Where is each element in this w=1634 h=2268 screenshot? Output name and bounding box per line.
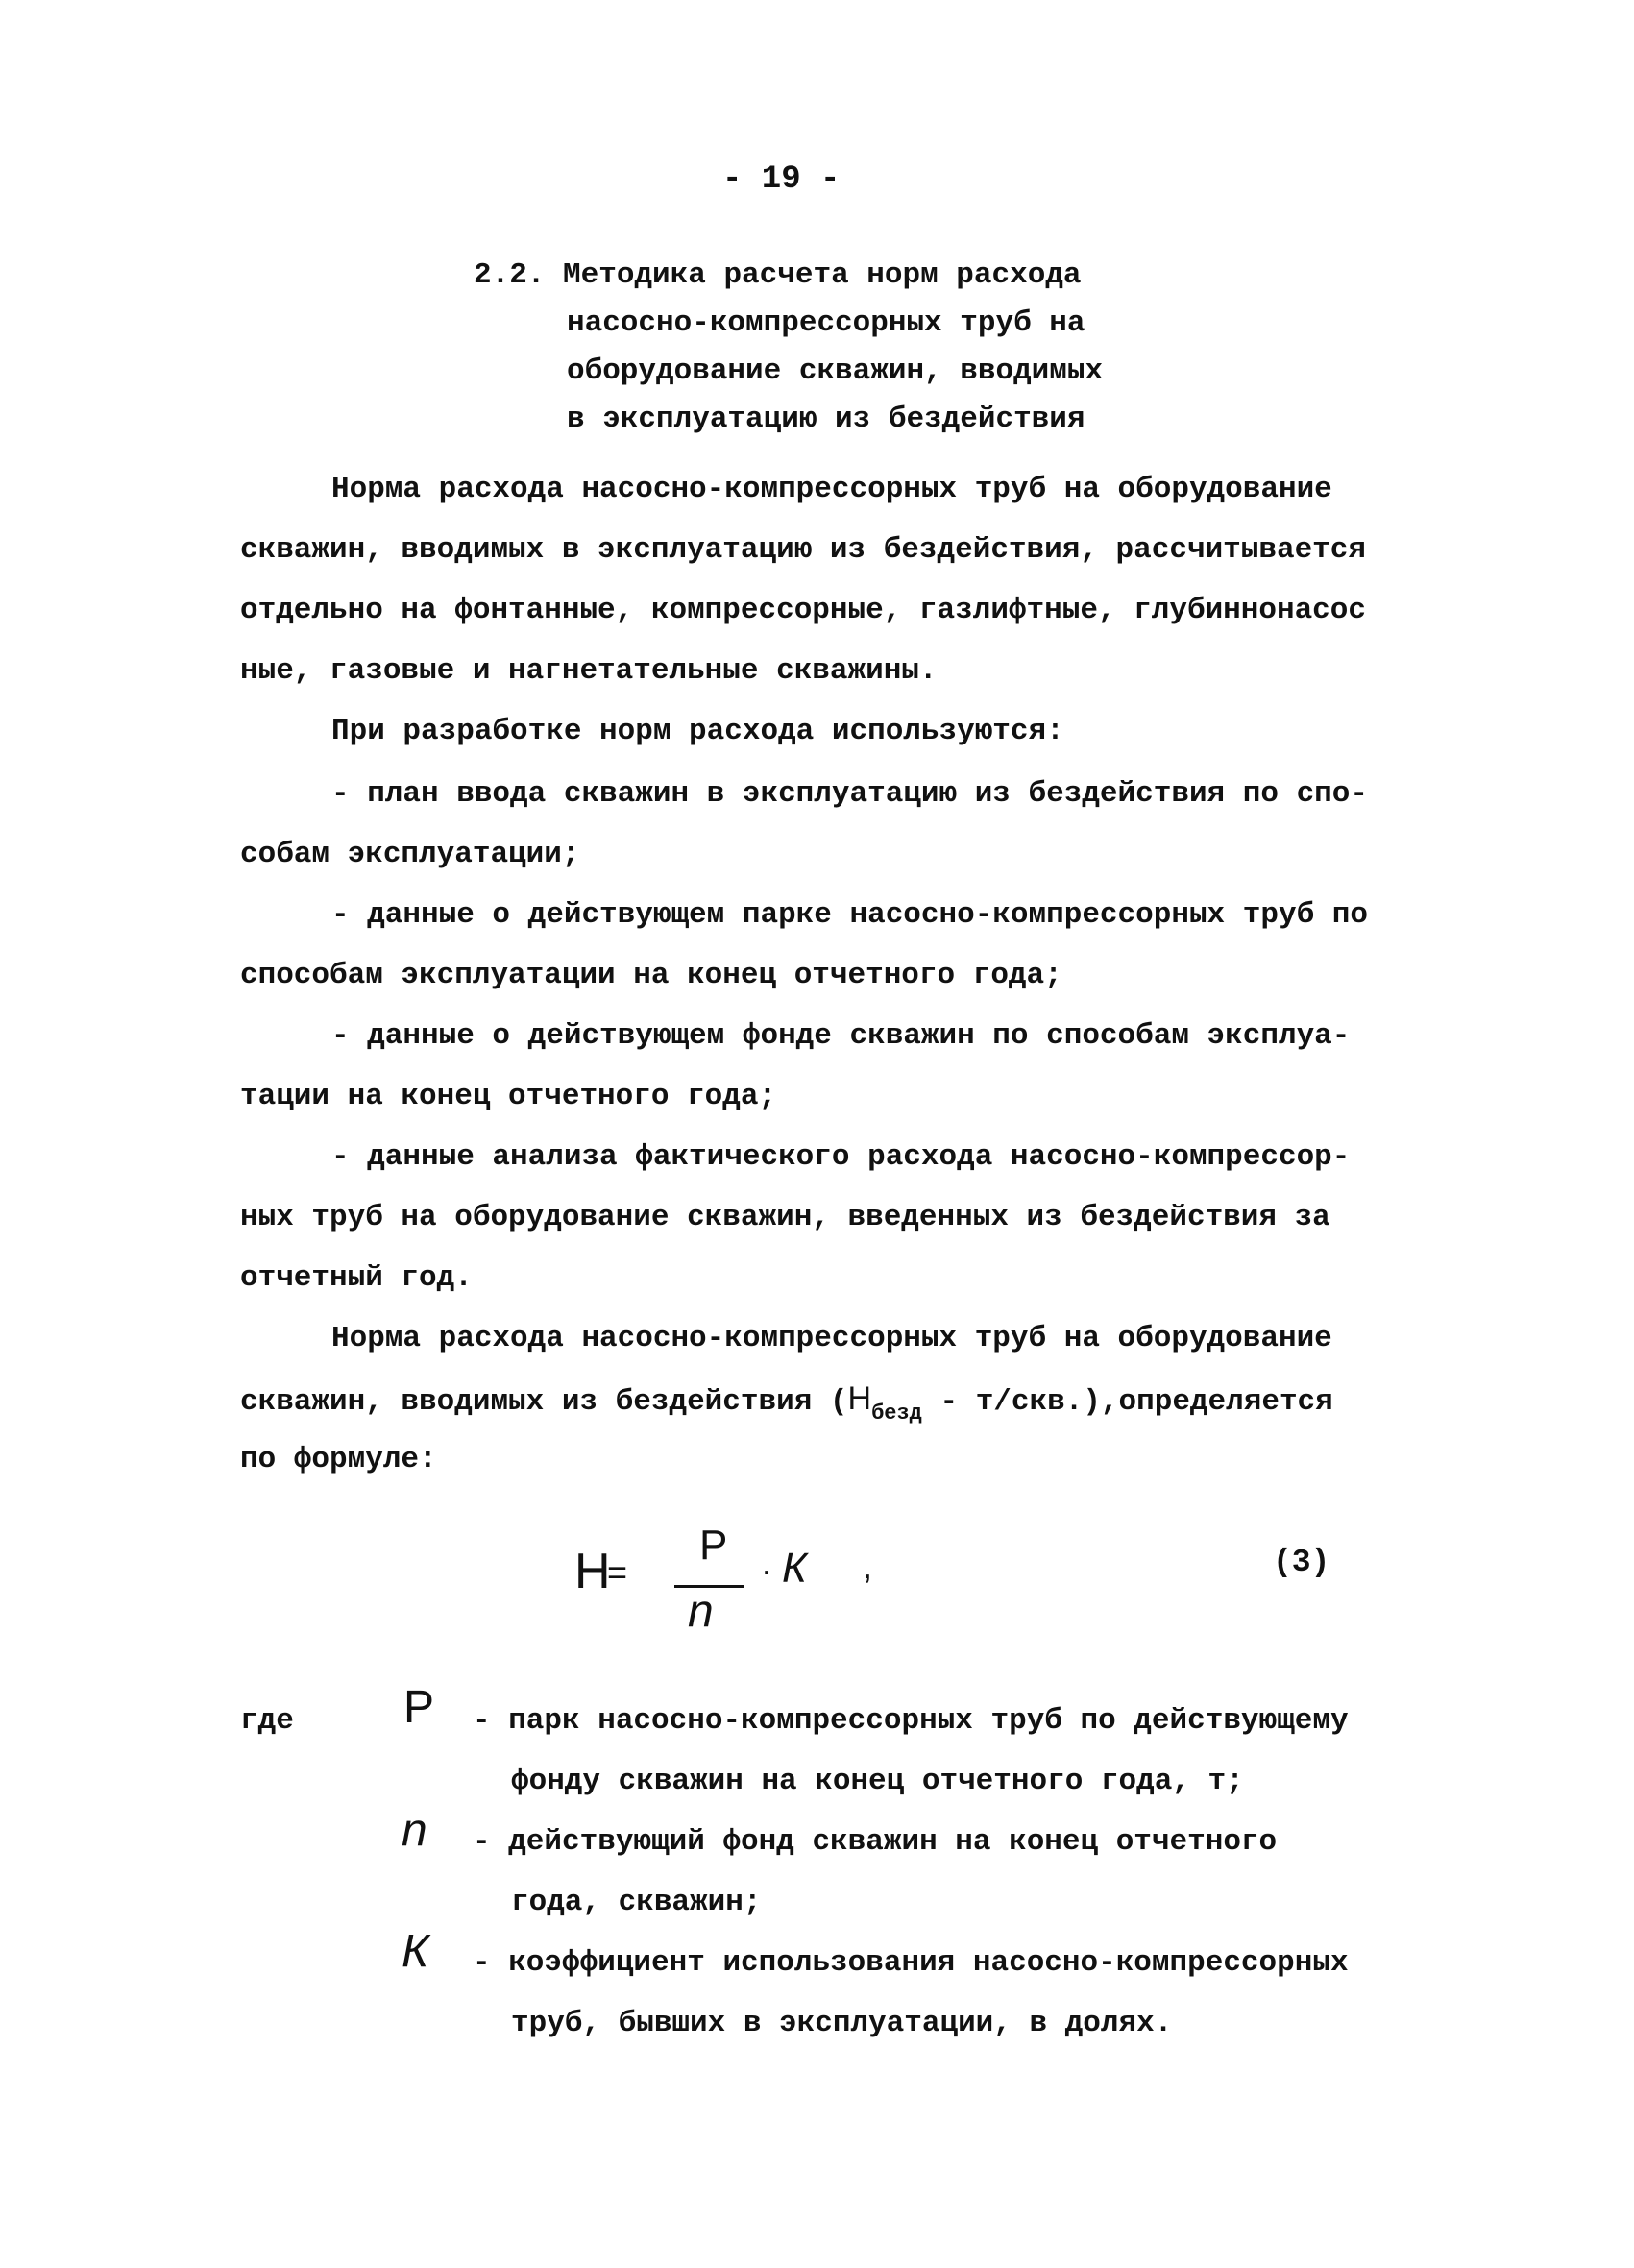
norm-symbol: Н: [847, 1380, 872, 1417]
bullet-2-line-2: способам эксплуатации на конец отчетного года;: [240, 959, 1062, 992]
bullet-4-line-2: ных труб на оборудование скважин, введенных из бездействия за: [240, 1201, 1330, 1234]
equation-number: (3): [1273, 1545, 1330, 1580]
bullet-4-line-3: отчетный год.: [240, 1261, 473, 1295]
para3-line-1: Норма расхода насосно-компрессорных труб на оборудование: [331, 1322, 1332, 1355]
formula-numerator: Р: [699, 1522, 728, 1569]
page-number: - 19 -: [722, 161, 841, 198]
legend-where: где: [240, 1704, 294, 1738]
legend-p-line-1: - парк насосно-компрессорных труб по действующему: [473, 1704, 1349, 1738]
para2: При разработке норм расхода используются:: [331, 715, 1064, 748]
formula-dot: ·: [761, 1550, 772, 1590]
formula: [574, 1518, 920, 1662]
formula-equals: =: [607, 1552, 628, 1592]
bullet-3-line-2: тации на конец отчетного года;: [240, 1080, 777, 1113]
heading-line-2: насосно-компрессорных труб на: [567, 306, 1085, 340]
legend-symbol-k: К: [402, 1926, 429, 1977]
legend-symbol-n: n: [402, 1805, 427, 1856]
para3-line-3: по формуле:: [240, 1443, 437, 1476]
bullet-2-line-1: - данные о действующем парке насосно-компрессорных труб по: [331, 898, 1368, 932]
para1-line-2: скважин, вводимых в эксплуатацию из бездействия, рассчитывается: [240, 533, 1366, 567]
para1-line-1: Норма расхода насосно-компрессорных труб на оборудование: [331, 473, 1332, 506]
legend-n-line-1: - действующий фонд скважин на конец отчетного: [473, 1825, 1278, 1859]
bullet-1-line-2: собам эксплуатации;: [240, 838, 580, 871]
legend-k-line-2: труб, бывших в эксплуатации, в долях.: [511, 2007, 1173, 2040]
formula-lhs: Н: [574, 1544, 611, 1599]
norm-subscript: безд: [871, 1402, 922, 1426]
section-number: 2.2.: [474, 258, 546, 292]
legend-k-line-1: - коэффициент использования насосно-компрессорных: [473, 1946, 1349, 1980]
legend-n-line-2: года, скважин;: [511, 1886, 762, 1919]
para1-line-3: отдельно на фонтанные, компрессорные, газлифтные, глубиннонасос: [240, 594, 1366, 627]
para3-line-2: [240, 1369, 1333, 1434]
formula-denominator: n: [688, 1586, 714, 1637]
section-heading: [474, 252, 1103, 444]
para1-line-4: ные, газовые и нагнетательные скважины.: [240, 654, 938, 688]
bullet-3-line-1: - данные о действующем фонде скважин по способам эксплуа-: [331, 1019, 1351, 1053]
bullet-1-line-1: - план ввода скважин в эксплуатацию из бездействия по спо-: [331, 777, 1368, 811]
para3-line-2-before: скважин, вводимых из бездействия (: [240, 1385, 848, 1419]
formula-comma: ,: [863, 1547, 873, 1586]
heading-line-4: в эксплуатацию из бездействия: [567, 402, 1085, 436]
bullet-4-line-1: - данные анализа фактического расхода насосно-компрессор-: [331, 1140, 1351, 1174]
formula-factor: К: [782, 1545, 807, 1592]
legend-symbol-p: Р: [403, 1682, 435, 1733]
heading-line-1: Методика расчета норм расхода: [563, 258, 1082, 292]
para3-line-2-after: - т/скв.),определяется: [921, 1385, 1333, 1419]
heading-line-3: оборудование скважин, вводимых: [567, 354, 1104, 388]
legend-p-line-2: фонду скважин на конец отчетного года, т;: [511, 1765, 1244, 1798]
